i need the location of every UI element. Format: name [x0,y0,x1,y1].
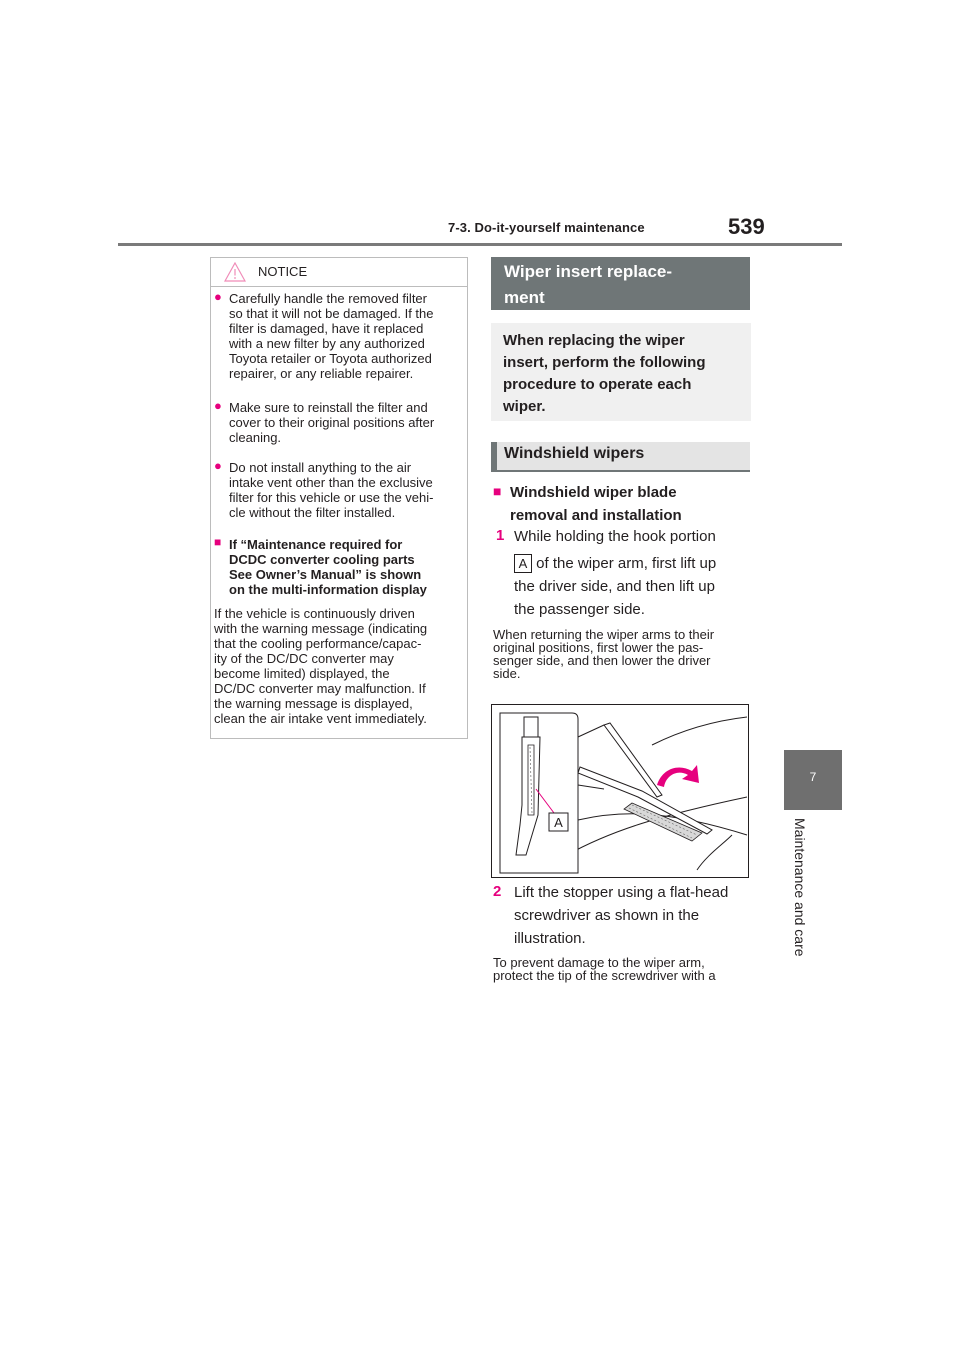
callout-label-a: A [514,554,532,573]
notice-bullet-3 [229,460,433,520]
step-1-note [493,628,714,680]
text-line: illustration. [514,930,586,947]
text-line: repairer, or any reliable repairer. [229,366,414,381]
bullet-square: ■ [214,535,222,549]
notice-bullet-1 [229,291,434,381]
step-number: 1 [496,527,505,544]
text-line: so that it will not be damaged. If the [229,306,434,321]
page-number: 539 [728,214,765,239]
text-line: ity of the DC/DC converter may [214,651,394,666]
step-2-note [493,956,716,982]
chapter-number: 7 [809,770,817,784]
text-line: filter for this vehicle or use the vehi- [229,490,434,505]
warning-triangle-icon [224,262,246,282]
text-line: that the cooling performance/capac- [214,636,422,651]
step-2-text [514,881,728,950]
text-segment: of the wiper arm, first lift up [532,555,717,572]
text-line: become limited) displayed, the [214,666,390,681]
chapter-label: Maintenance and care [792,818,808,957]
text-line: Toyota retailer or Toyota authorized [229,351,432,366]
text-line: the passenger side. [514,601,645,618]
text-line: procedure to operate each [503,376,692,393]
text-line: cover to their original positions after [229,415,435,430]
bullet-square: ■ [493,483,502,499]
text-line: cleaning. [229,430,282,445]
text-line: Windshield wiper blade [510,484,677,501]
text-line: clean the air intake vent immediately. [214,711,427,726]
text-line: Wiper insert replace- [504,262,673,281]
text-line: Do not install anything to the air [229,460,412,475]
text-line: screwdriver as shown in the [514,907,700,924]
text-line: When replacing the wiper [503,332,685,349]
text-line: To prevent damage to the wiper arm, [493,955,705,970]
notice-paragraph [214,606,427,726]
text-line: senger side, and then lower the driver [493,653,711,668]
text-line: intake vent other than the exclusive [229,475,433,490]
text-line: See Owner’s Manual” is shown [229,567,422,582]
notice-bullet-2 [229,400,434,445]
text-line: If the vehicle is continuously driven [214,606,415,621]
subsection-heading [491,442,750,472]
bullet-dot: ● [214,458,222,473]
bullet-dot: ● [214,289,222,304]
text-line: DC/DC converter may malfunction. If [214,681,426,696]
text-line: insert, perform the following [503,354,706,371]
text-line: cle without the filter installed. [229,505,396,520]
procedure-heading [510,481,682,527]
notice-title-row [210,257,468,287]
text-line: ment [504,288,545,307]
wiper-illustration [491,704,749,878]
text-line [514,552,716,575]
section-title: 7-3. Do-it-yourself maintenance [448,220,645,235]
text-line: Make sure to reinstall the filter and [229,400,428,415]
section-heading-text [504,259,740,311]
figure-callout-label: A [554,815,563,830]
intro-box [491,323,751,421]
text-line: the driver side, and then lift up [514,578,715,595]
text-line: filter is damaged, have it replaced [229,321,424,336]
text-line: with the warning message (indicating [214,621,428,636]
wiper-illustration-svg [492,705,749,878]
text-line: Lift the stopper using a flat-head [514,884,729,901]
step-number: 2 [493,883,502,900]
bullet-dot: ● [214,398,222,413]
text-line: with a new filter by any authorized [229,336,425,351]
text-line: original positions, first lower the pas- [493,640,704,655]
notice-title: NOTICE [258,264,308,279]
header-rule [118,243,842,246]
text-line: Carefully handle the removed filter [229,291,427,306]
text-line: the warning message is displayed, [214,696,413,711]
subsection-heading-text: Windshield wipers [504,445,645,462]
section-heading [491,257,750,310]
text-line: wiper. [503,398,546,415]
text-line: removal and installation [510,507,682,524]
step-1-text [514,525,716,621]
text-line: protect the tip of the screwdriver with a [493,968,716,983]
intro-text [503,330,743,418]
text-line: DCDC converter cooling parts [229,552,415,567]
text-line: side. [493,666,521,681]
text-line: When returning the wiper arms to their [493,627,715,642]
text-line: on the multi-information display [229,582,427,597]
text-line: If “Maintenance required for [229,537,403,552]
notice-subheading [229,537,427,597]
text-line: While holding the hook portion [514,528,716,545]
